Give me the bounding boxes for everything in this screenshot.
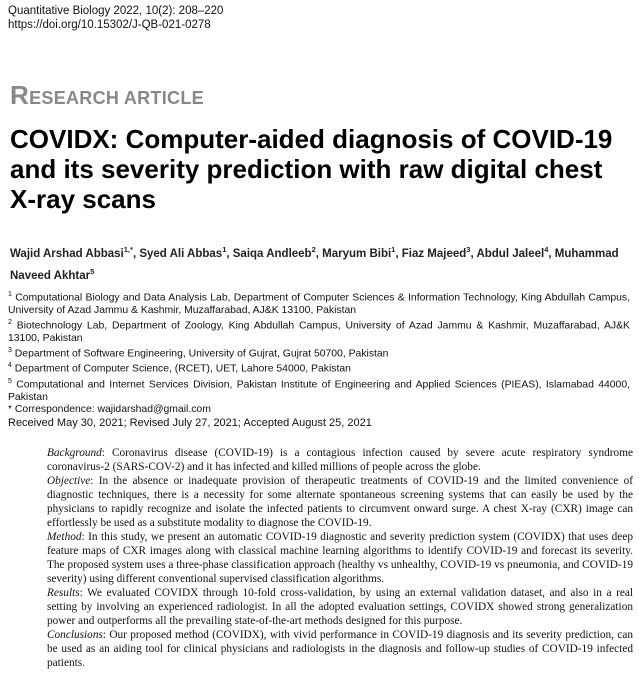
affiliation: $^4$ Department of Computer Science, (RCET), UET, Lahore 54000, Pakistan xyxy=(8,362,351,375)
author: Muhammad Naveed Akhtar$^5$ xyxy=(10,247,619,282)
author: Syed Ali Abbas$^1$, xyxy=(139,245,233,260)
affiliation: $^3$ Department of Software Engineering, University of Gujrat, Gujrat 50700, Pakistan xyxy=(8,346,389,360)
author: Wajid Arshad Abbasi$^{1,*}$, xyxy=(10,245,140,260)
abstract-background: Background: Coronavirus disease (COVID-19) is a contagious infection caused by severe acute respiratory syndrome coronavirus-2 (SARS-COV-2) and it has infected and killed millions of people across the globe. xyxy=(47,447,633,473)
affiliation: $^2$ Biotechnology Lab, Department of Zoology, King Abdullah Campus, University of Azad Jammu & Kashmir, Muzaffarabad, AJ&K 13100, Pakistan xyxy=(8,318,630,344)
author: Abdul Jaleel$^4$, xyxy=(476,245,555,260)
abstract-conclusions: Conclusions: Our proposed method (COVIDX), with vivid performance in COVID-19 diagnosis and its severity prediction, can be used as an aiding tool for clinical physicians and radiologists in the diagnosis and follow-up studies of COVID-19 infected patients. xyxy=(47,629,633,669)
abstract xyxy=(47,446,633,670)
journal-citation: Quantitative Biology 2022, 10(2): 208–220 xyxy=(8,5,224,17)
affiliation: $^1$ Computational Biology and Data Analysis Lab, Department of Computer Sciences & Information Technology, King Abdullah Campus, University of Azad Jammu & Kashmir, Muzaffarabad, AJ&K 13100, Pakistan xyxy=(8,291,630,316)
author: Maryum Bibi$^1$, xyxy=(322,245,402,260)
abstract-objective: Objective: In the absence or inadequate provision of therapeutic treatments of COVID-19 and the limited convenience of diagnostic techniques, there is a necessity for some alternate spontaneous screening systems that can easily be used by the physicians to rapidly recognize and isolate the infected patients to circumvent onward surge. A chest X-ray (CXR) image can effortlessly be used as a substitute modality to diagnose the COVID-19. xyxy=(47,475,633,529)
article-type: RESEARCH ARTICLE xyxy=(10,80,204,110)
abstract-method: Method: In this study, we present an automatic COVID-19 diagnostic and severity prediction system (COVIDX) that uses deep feature maps of CXR images along with classical machine learning algorithms to identify COVID-19 and forecast its severity. The proposed system uses a three-phase classification approach (healthy vs unhealthy, COVID-19 vs pneumonia, and COVID-19 severity) using different conventional supervised classification algorithms. xyxy=(47,531,633,585)
journal-header xyxy=(8,4,223,32)
article-dates: Received May 30, 2021; Revised July 27, 2021; Accepted August 25, 2021 xyxy=(8,417,372,429)
doi-link[interactable]: https://doi.org/10.15302/J-QB-021-0278 xyxy=(8,19,211,31)
author: Fiaz Majeed$^3$, xyxy=(401,245,477,260)
affiliation-list xyxy=(8,289,630,416)
paper-title: COVIDX: Computer-aided diagnosis of COVID-19 and its severity prediction with raw digital chest X-ray scans xyxy=(10,124,613,214)
author-list xyxy=(10,241,625,285)
abstract-results: Results: We evaluated COVIDX through 10-fold cross-validation, by using an external validation dataset, and also in a real setting by involving an experienced radiologist. In all the adopted evaluation settings, COVIDX showed strong generalization power and outperforms all the prevailing state-of-the-art methods designed for this purpose. xyxy=(47,587,633,627)
author: Saiqa Andleeb$^2$, xyxy=(232,245,323,260)
correspondence: * Correspondence: wajidarshad@gmail.com xyxy=(8,403,211,415)
affiliation: $^5$ Computational and Internet Services Division, Pakistan Institute of Engineering and Applied Sciences (PIEAS), Islamabad 44000, Pakistan xyxy=(8,378,630,403)
